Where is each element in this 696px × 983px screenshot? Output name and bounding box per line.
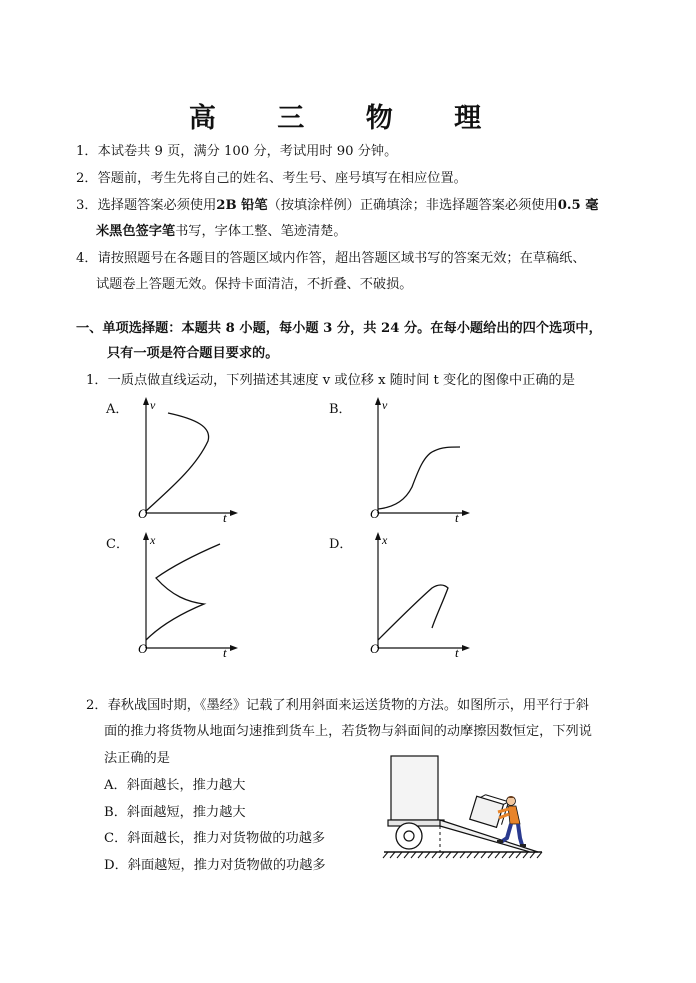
q1-graph-d-origin: O — [370, 641, 380, 656]
q2-stem-3: 法正确的是 — [104, 751, 170, 766]
q1-graph-a — [130, 395, 240, 525]
instruction-3-pencil: 2B 铅笔 — [216, 198, 268, 213]
instruction-3-pen: 米黑色签字笔 — [96, 224, 176, 239]
instruction-2: 2．答题前，考生先将自己的姓名、考生号、座号填写在相应位置。 — [76, 171, 467, 186]
instruction-1: 1．本试卷共 9 页，满分 100 分，考试用时 90 分钟。 — [76, 144, 398, 159]
q2-option-b: B．斜面越短，推力越大 — [104, 805, 246, 820]
q1-graph-d-yaxis: x — [382, 533, 388, 547]
q1-graph-b-xaxis: t — [455, 510, 459, 525]
instruction-4: 4．请按照题号在各题目的答题区域内作答，超出答题区域书写的答案无效；在草稿纸、 — [76, 251, 586, 266]
q1-stem: 1．一质点做直线运动，下列描述其速度 v 或位移 x 随时间 t 变化的图像中正确的是 — [86, 373, 575, 388]
q1-graph-c-origin: O — [138, 641, 148, 656]
instruction-3-part-c: （按填涂样例）正确填涂；非选择题答案必须使用 — [267, 198, 558, 213]
q1-graph-b-origin: O — [370, 506, 380, 521]
q1-option-c-label: C． — [106, 537, 129, 552]
section-1-heading-cont: 只有一项是符合题目要求的。 — [107, 346, 279, 361]
q1-graph-a-xaxis: t — [223, 510, 227, 525]
q1-graph-a-yaxis: v — [150, 398, 156, 412]
section-1-heading: 一、单项选择题：本题共 8 小题，每小题 3 分，共 24 分。在每小题给出的四个选项中， — [76, 321, 602, 336]
q1-graph-c-xaxis: t — [223, 645, 227, 660]
q1-graph-d-curve — [378, 585, 448, 640]
q2-stem-1: 2．春秋战国时期，《墨经》记载了利用斜面来运送货物的方法。如图所示，用平行于斜 — [86, 698, 589, 713]
instruction-3-pen-size: 0.5 毫 — [557, 198, 599, 213]
truck-ramp-illustration — [380, 750, 545, 862]
q1-graph-c-yaxis: x — [150, 533, 156, 547]
q2-option-d: D．斜面越短，推力对货物做的功越多 — [104, 858, 326, 873]
q1-graph-d — [362, 530, 472, 660]
q1-graph-c — [130, 530, 240, 660]
page-title: 高 三 物 理 — [188, 103, 508, 134]
q1-graph-b — [362, 395, 472, 525]
q1-graph-b-curve — [378, 447, 460, 509]
q2-option-c: C．斜面越长，推力对货物做的功越多 — [104, 831, 326, 846]
q1-graph-a-origin: O — [138, 506, 148, 521]
instruction-3-part-f: 书写，字体工整、笔迹清楚。 — [175, 224, 347, 239]
truck-cargo-box — [391, 756, 438, 820]
instruction-4-cont: 试题卷上答题无效。保持卡面清洁，不折叠、不破损。 — [96, 277, 413, 292]
q1-graph-a-curve — [146, 413, 209, 511]
ground-hatch — [383, 852, 542, 858]
q1-option-b-label: B． — [329, 402, 352, 417]
q1-graph-b-yaxis: v — [382, 398, 388, 412]
q1-graph-d-xaxis: t — [455, 645, 459, 660]
instruction-3-part-a: 3．选择题答案必须使用 — [76, 198, 217, 213]
q1-option-d-label: D． — [329, 537, 353, 552]
q2-option-a: A．斜面越长，推力越大 — [104, 778, 246, 793]
instruction-3-cont — [96, 223, 347, 240]
instruction-3 — [76, 197, 598, 214]
q2-stem-2: 面的推力将货物从地面匀速推到货车上，若货物与斜面间的动摩擦因数恒定，下列说 — [104, 724, 592, 739]
q1-graph-c-curve — [146, 544, 220, 640]
q1-option-a-label: A． — [106, 402, 129, 417]
